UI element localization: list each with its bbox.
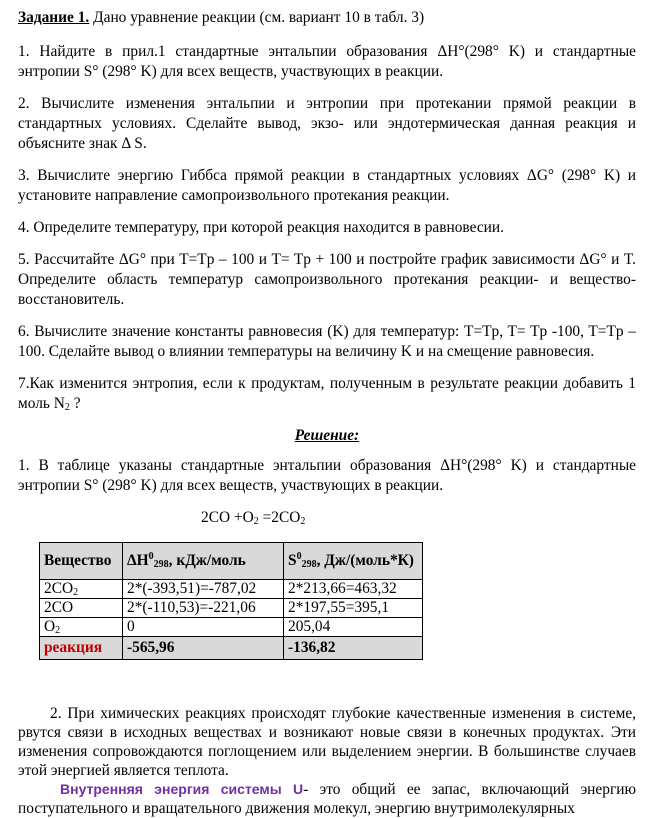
question-6: 6. Вычислите значение константы равновесия (K) для температур: T=Tp, T= Tp -100, T=Tp – 100. Сделайте вывод о влиянии температуры на величину K и на смещение равновесия.	[18, 323, 636, 360]
cell-result-label: реакция	[40, 637, 123, 660]
cell-entropy: 2*213,66=463,32	[284, 580, 423, 599]
question-7-subscript: 2	[64, 402, 70, 413]
equation-right: =2CO	[258, 509, 301, 526]
cell-entropy: 205,04	[284, 618, 423, 637]
header-entropy-sub: 298	[301, 559, 317, 570]
table-header-row	[40, 543, 423, 580]
cell-enthalpy: 2*(-110,53)=-221,06	[123, 599, 284, 618]
question-7-end: ?	[69, 395, 81, 412]
question-2: 2. Вычислите изменения энтальпии и энтропии при протекании прямой реакции в стандартных условиях. Сделайте вывод, экзо- или эндотермическая данная реакция и объясните знак Δ S.	[18, 95, 636, 152]
cell-substance	[40, 599, 123, 618]
internal-energy-text: - это общий ее запас, включающий энергию поступательного и вращательного движения молекул, энергию внутримолекулярных	[18, 781, 636, 817]
header-entropy-sup: 0	[296, 551, 302, 562]
header-enthalpy	[123, 543, 284, 580]
header-enthalpy-symbol: ΔH	[127, 552, 149, 569]
solution-heading: Решение:	[294, 427, 360, 444]
table-row	[40, 599, 423, 618]
header-entropy	[284, 543, 423, 580]
task-text: Дано уравнение реакции (см. вариант 10 в табл. 3)	[89, 9, 425, 26]
document-page	[18, 8, 636, 818]
substance-formula: O	[44, 618, 56, 635]
cell-result-entropy: -136,82	[284, 637, 423, 660]
cell-entropy: 2*197,55=395,1	[284, 599, 423, 618]
task-title	[18, 8, 636, 28]
cell-enthalpy: 0	[123, 618, 284, 637]
substance-formula: 2CO	[44, 580, 74, 597]
cell-result-enthalpy: -565,96	[123, 637, 284, 660]
thermo-table	[39, 542, 423, 660]
spacer	[18, 660, 636, 682]
answer-1: 1. В таблице указаны стандартные энтальпии образования ΔH°(298° K) и стандартные энтропии S° (298° K) для всех веществ, участвующих в реакции.	[18, 457, 636, 494]
header-entropy-symbol: S	[288, 552, 297, 569]
spacer	[18, 682, 636, 704]
question-1: 1. Найдите в прил.1 стандартные энтальпии образования ΔH°(298° K) и стандартные энтропии S° (298° K) для всех веществ, участвующих в реакции.	[18, 43, 636, 80]
substance-sub: 2	[73, 587, 79, 598]
header-enthalpy-unit: , кДж/моль	[168, 552, 246, 569]
cell-substance	[40, 580, 123, 599]
question-4: 4. Определите температуру, при которой реакция находится в равновесии.	[18, 219, 504, 236]
header-enthalpy-sub: 298	[153, 559, 169, 570]
equation-left-sub: 2	[253, 516, 259, 527]
table-result-row	[40, 637, 423, 660]
reaction-equation	[201, 508, 636, 528]
header-enthalpy-sup: 0	[148, 551, 154, 562]
internal-energy-term: Внутренняя энергия системы U	[60, 781, 304, 797]
question-7	[18, 374, 636, 414]
cell-substance	[40, 618, 123, 637]
internal-energy-paragraph	[18, 780, 636, 818]
question-5: 5. Рассчитайте ΔG° при T=Tp – 100 и T= Tp + 100 и постройте график зависимости ΔG° и T. Определите область температур самопроизвольного протекания реакции- и вещество-восстановитель.	[18, 251, 636, 308]
header-entropy-unit: , Дж/(моль*К)	[316, 552, 414, 569]
equation-left: 2CO +O	[201, 509, 254, 526]
table-row	[40, 580, 423, 599]
equation-right-sub: 2	[300, 516, 306, 527]
substance-sub: 2	[55, 625, 61, 636]
header-substance: Вещество	[40, 543, 123, 580]
answer-2: 2. При химических реакциях происходят глубокие качественные изменения в системе, рвутся связи в исходных веществах и возникают новые связи в конечных продуктах. Эти изменения сопровождаются поглощением или выделением энергии. В большинстве случаев этой энергией является теплота.	[18, 705, 636, 779]
cell-enthalpy: 2*(-393,51)=-787,02	[123, 580, 284, 599]
question-3: 3. Вычислите энергию Гиббса прямой реакции в стандартных условиях ΔG° (298° K) и установите направление самопроизвольного протекания реакции.	[18, 167, 636, 204]
substance-formula: 2CO	[44, 599, 74, 616]
question-7-text: 7.Как изменится энтропия, если к продуктам, полученным в результате реакции добавить 1 моль N	[18, 375, 636, 412]
task-label: Задание 1.	[18, 9, 90, 26]
table-row	[40, 618, 423, 637]
